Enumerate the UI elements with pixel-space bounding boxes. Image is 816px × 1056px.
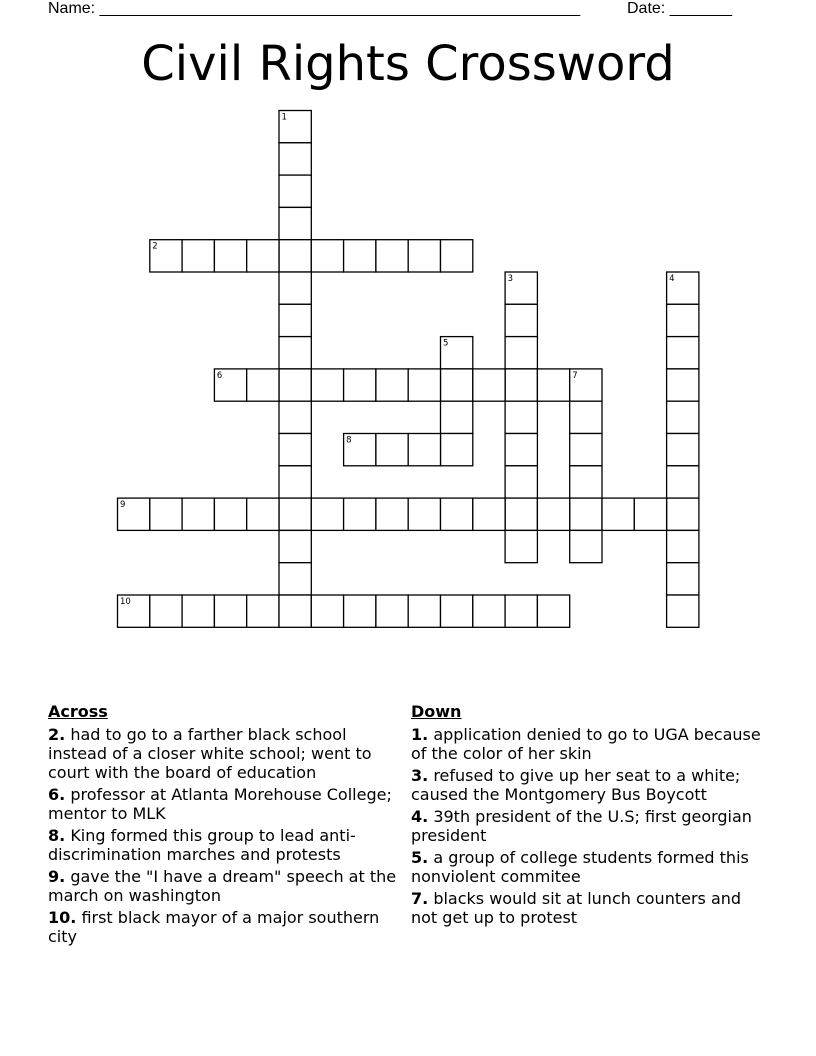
grid-cell[interactable]	[279, 401, 311, 433]
grid-cell[interactable]	[408, 369, 440, 401]
cell-number: 5	[443, 338, 449, 349]
grid-cell[interactable]	[279, 498, 311, 530]
grid-cell[interactable]	[182, 498, 214, 530]
clue-number: 9.	[48, 867, 66, 886]
grid-cell[interactable]	[441, 240, 473, 272]
grid-cell[interactable]	[667, 563, 699, 595]
grid-cell[interactable]	[667, 401, 699, 433]
grid-cell[interactable]	[279, 272, 311, 304]
grid-cell[interactable]	[311, 369, 343, 401]
grid-cell[interactable]	[505, 498, 537, 530]
grid-cell[interactable]	[279, 207, 311, 239]
grid-cell[interactable]	[247, 595, 279, 627]
down-clues	[411, 702, 763, 930]
grid-cell[interactable]	[667, 595, 699, 627]
grid-cell[interactable]	[667, 434, 699, 466]
clue-number: 8.	[48, 826, 66, 845]
grid-cell[interactable]	[344, 240, 376, 272]
grid-cell[interactable]	[602, 498, 634, 530]
grid-cell[interactable]	[505, 595, 537, 627]
date-field[interactable]: Date: _______	[627, 0, 732, 17]
clue-text: blacks would sit at lunch counters and not get up to protest	[411, 889, 742, 927]
clue-text: refused to give up her seat to a white; caused the Montgomery Bus Boycott	[411, 766, 741, 804]
grid-cell[interactable]	[214, 498, 246, 530]
grid-cell[interactable]	[214, 595, 246, 627]
grid-cell[interactable]	[311, 240, 343, 272]
grid-cell[interactable]	[344, 595, 376, 627]
grid-cell[interactable]	[376, 240, 408, 272]
clue-text: had to go to a farther black school instead of a closer white school; went to court with the board of education	[48, 725, 372, 782]
grid-cell[interactable]	[473, 595, 505, 627]
grid-cell[interactable]	[441, 369, 473, 401]
clue-number: 3.	[411, 766, 429, 785]
grid-cell[interactable]	[473, 369, 505, 401]
grid-cell[interactable]	[667, 337, 699, 369]
grid-cell[interactable]	[570, 498, 602, 530]
grid-cell[interactable]	[441, 401, 473, 433]
clue-number: 2.	[48, 725, 66, 744]
grid-cell[interactable]	[182, 240, 214, 272]
grid-cell[interactable]	[279, 466, 311, 498]
grid-cell[interactable]	[311, 595, 343, 627]
across-heading: Across	[48, 702, 108, 721]
clue-text: gave the "I have a dream" speech at the march on washington	[48, 867, 397, 905]
grid-cell[interactable]	[376, 595, 408, 627]
grid-cell[interactable]	[408, 240, 440, 272]
grid-cell[interactable]	[408, 434, 440, 466]
grid-cell[interactable]	[537, 369, 569, 401]
clue-number: 5.	[411, 848, 429, 867]
grid-cell[interactable]	[279, 304, 311, 336]
grid-cell[interactable]	[247, 498, 279, 530]
grid-cell[interactable]	[441, 434, 473, 466]
grid-cell[interactable]	[279, 530, 311, 562]
cell-number: 10	[120, 597, 131, 607]
clue-text: King formed this group to lead anti-discrimination marches and protests	[48, 826, 356, 864]
grid-cell[interactable]	[344, 498, 376, 530]
clue-text: a group of college students formed this nonviolent commitee	[411, 848, 749, 886]
grid-cell[interactable]	[279, 175, 311, 207]
grid-cell[interactable]	[505, 337, 537, 369]
grid-cell[interactable]	[279, 143, 311, 175]
grid-cell[interactable]	[408, 498, 440, 530]
grid-cell[interactable]	[505, 401, 537, 433]
grid-cell[interactable]	[667, 530, 699, 562]
grid-cell[interactable]	[344, 369, 376, 401]
grid-cell[interactable]	[376, 498, 408, 530]
down-clue	[411, 807, 763, 845]
grid-cell[interactable]	[279, 240, 311, 272]
cell-number: 2	[152, 241, 158, 252]
down-heading: Down	[411, 702, 462, 721]
grid-cell[interactable]	[667, 304, 699, 336]
grid-cell[interactable]	[279, 434, 311, 466]
cell-number: 4	[669, 274, 675, 284]
grid-cell[interactable]	[505, 304, 537, 336]
clue-number: 10.	[48, 908, 77, 927]
grid-cell[interactable]	[570, 434, 602, 466]
grid-cell[interactable]	[279, 369, 311, 401]
cell-number: 8	[346, 435, 352, 446]
grid-cell[interactable]	[505, 466, 537, 498]
grid-cell[interactable]	[537, 498, 569, 530]
across-clue	[48, 785, 400, 823]
grid-cell[interactable]	[505, 434, 537, 466]
across-clue	[48, 826, 400, 864]
grid-cell[interactable]	[570, 530, 602, 562]
across-clue	[48, 867, 400, 905]
grid-cell[interactable]	[505, 369, 537, 401]
grid-cell[interactable]	[505, 530, 537, 562]
clue-number: 4.	[411, 807, 429, 826]
across-clue	[48, 908, 400, 946]
grid-cell[interactable]	[537, 595, 569, 627]
grid-cell[interactable]	[667, 498, 699, 530]
grid-cell[interactable]	[214, 240, 246, 272]
grid-cell[interactable]	[150, 595, 182, 627]
grid-cell[interactable]	[376, 434, 408, 466]
name-field[interactable]: Name: ______________________________________________________	[48, 0, 581, 17]
clue-text: professor at Atlanta Morehouse College; mentor to MLK	[48, 785, 392, 823]
grid-cell[interactable]	[247, 240, 279, 272]
cell-number: 1	[281, 112, 287, 123]
grid-cell[interactable]	[667, 466, 699, 498]
down-clue	[411, 848, 763, 886]
cell-number: 7	[572, 370, 578, 381]
clue-number: 6.	[48, 785, 66, 804]
cell-number: 3	[507, 274, 514, 284]
down-clue	[411, 766, 763, 804]
across-clue	[48, 725, 400, 782]
clue-text: first black mayor of a major southern city	[48, 908, 380, 946]
grid-cell[interactable]	[279, 595, 311, 627]
grid-cell[interactable]	[570, 401, 602, 433]
page-title: Civil Rights Crossword	[141, 36, 675, 92]
grid-cell[interactable]	[667, 369, 699, 401]
grid-cell[interactable]	[279, 563, 311, 595]
grid-cell[interactable]	[150, 498, 182, 530]
grid-cell[interactable]	[182, 595, 214, 627]
grid-cell[interactable]	[570, 466, 602, 498]
cell-number: 6	[216, 370, 223, 381]
grid-cell[interactable]	[441, 595, 473, 627]
grid-cell[interactable]	[634, 498, 666, 530]
down-clue	[411, 889, 763, 927]
across-clues	[48, 702, 400, 949]
clue-text: 39th president of the U.S; first georgian president	[411, 807, 752, 845]
grid-cell[interactable]	[473, 498, 505, 530]
clue-number: 7.	[411, 889, 429, 908]
clue-number: 1.	[411, 725, 429, 744]
grid-cell[interactable]	[311, 498, 343, 530]
grid-cell[interactable]	[408, 595, 440, 627]
cell-number: 9	[120, 500, 126, 511]
clue-text: application denied to go to UGA because of the color of her skin	[411, 725, 761, 763]
grid-cell[interactable]	[376, 369, 408, 401]
grid-cell[interactable]	[247, 369, 279, 401]
grid-cell[interactable]	[279, 337, 311, 369]
down-clue	[411, 725, 763, 763]
grid-cell[interactable]	[441, 498, 473, 530]
